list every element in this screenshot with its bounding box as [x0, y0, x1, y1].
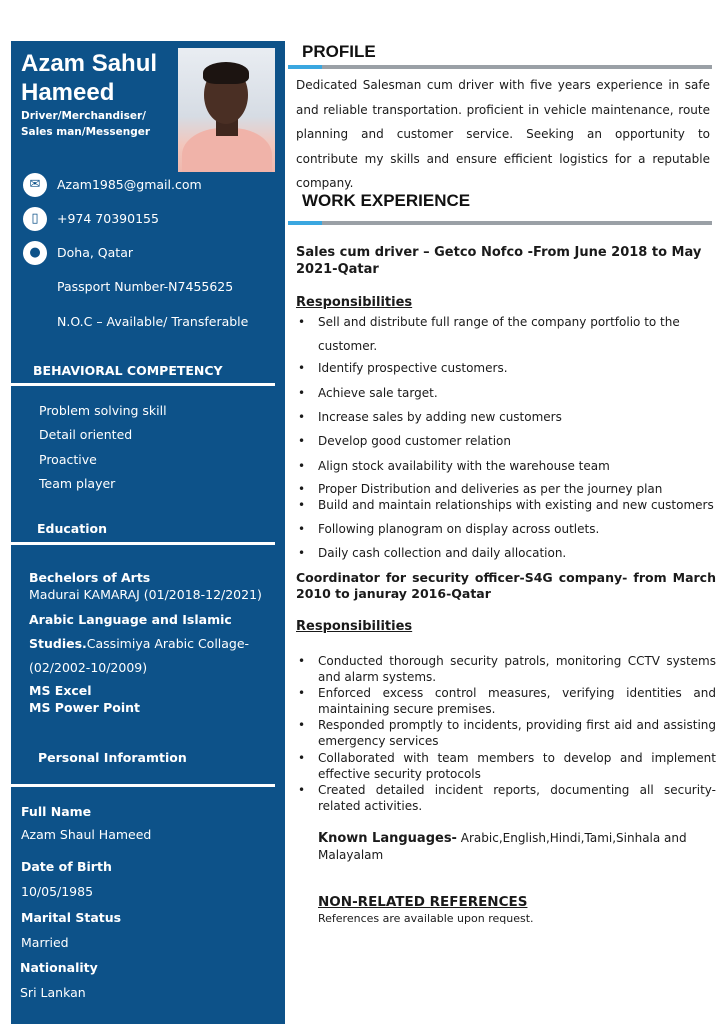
marital-label: Marital Status: [21, 910, 122, 925]
sidebar: [11, 41, 285, 1024]
education-heading: Education: [37, 521, 107, 536]
profile-text: Dedicated Salesman cum driver with five years experience in safe and reliable transportation. proficient in vehicle maintenance, route planning and customer service. Seeking an opportunity to contribute my skills and ensure efficient logistics for a reputable company.: [296, 78, 710, 190]
degree2-title-cont: Studies.: [29, 636, 87, 651]
degree2-dates: (02/2002-10/2009): [29, 660, 148, 675]
heading-rule: [288, 221, 712, 225]
phone-icon: ▯: [23, 207, 47, 231]
job1-bullet: • Develop good customer relation: [298, 429, 716, 453]
job1-responsibilities-label: Responsibilities: [296, 295, 413, 310]
competency-item: Problem solving skill: [39, 403, 167, 418]
contact-email[interactable]: [23, 173, 283, 199]
job2-bullet: • Enforced excess control measures, verifying identities and maintaining secure premises.: [298, 685, 716, 717]
references-text: References are available upon request.: [318, 912, 534, 925]
job1-bullet: • Following planogram on display across outlets.: [298, 517, 716, 541]
languages-value: Arabic,English,Hindi,Tami,Sinhala and Malayalam: [318, 831, 687, 862]
competency-item: Team player: [39, 476, 116, 491]
marital-value: Married: [21, 935, 69, 950]
dob-value: 10/05/1985: [21, 884, 94, 899]
full-name-label: Full Name: [21, 804, 92, 819]
noc-status: N.O.C – Available/ Transferable: [57, 314, 249, 329]
job2-bullet: • Conducted thorough security patrols, monitoring CCTV systems and alarm systems.: [298, 653, 716, 685]
known-languages: [318, 830, 712, 863]
section-divider: [11, 784, 275, 787]
job2-bullet: • Collaborated with team members to develop and implement effective security protocols: [298, 750, 716, 782]
job1-bullet: • Sell and distribute full range of the company portfolio to the customer.: [298, 310, 716, 358]
passport-number: Passport Number-N7455625: [57, 279, 234, 294]
job1-bullet: • Proper Distribution and deliveries as per the journey plan: [298, 481, 716, 497]
job2-responsibilities-label: Responsibilities: [296, 619, 413, 634]
references-heading: NON-RELATED REFERENCES: [318, 894, 528, 910]
job1-bullet: • Achieve sale target.: [298, 381, 716, 405]
competency-item: Proactive: [39, 452, 97, 467]
email-text: Azam1985@gmail.com: [57, 177, 202, 192]
location-text: Doha, Qatar: [57, 245, 134, 260]
personal-heading: Personal Inforamtion: [38, 750, 187, 765]
nationality-label: Nationality: [20, 960, 98, 975]
profile-photo: [178, 48, 275, 172]
degree1-title: Bechelors of Arts: [29, 570, 151, 585]
job1-bullet: • Daily cash collection and daily allocation.: [298, 541, 716, 565]
profile-heading: PROFILE: [302, 42, 376, 61]
job1-bullet: • Align stock availability with the warehouse team: [298, 454, 716, 478]
competency-item: Detail oriented: [39, 427, 133, 442]
skill-ms-excel: MS Excel: [29, 683, 92, 698]
contact-phone[interactable]: [23, 207, 283, 233]
job1-bullet: • Increase sales by adding new customers: [298, 405, 716, 429]
contact-location: [23, 241, 283, 267]
degree1-detail: Madurai KAMARAJ (01/2018-12/2021): [29, 587, 262, 602]
section-divider: [11, 542, 275, 545]
phone-text: +974 70390155: [57, 211, 159, 226]
degree2-college: Cassimiya Arabic Collage-: [86, 636, 250, 651]
heading-rule: [288, 65, 712, 69]
envelope-icon: ✉: [23, 173, 47, 197]
skill-ms-powerpoint: MS Power Point: [29, 700, 140, 715]
job2-bullet: • Responded promptly to incidents, providing first aid and assisting emergency services: [298, 717, 716, 749]
section-divider: [11, 383, 275, 386]
nationality-value: Sri Lankan: [20, 985, 86, 1000]
behavioral-heading: BEHAVIORAL COMPETENCY: [33, 363, 223, 378]
degree2-line: [29, 636, 249, 651]
candidate-job-title: Driver/Merchandiser/ Sales man/Messenger: [21, 110, 151, 138]
job1-bullet: • Build and maintain relationships with existing and new customers: [298, 497, 716, 513]
work-experience-heading: WORK EXPERIENCE: [302, 191, 471, 210]
candidate-name: Azam Sahul Hameed: [21, 50, 158, 106]
job1-title: Sales cum driver – Getco Nofco -From June 2018 to May 2021-Qatar: [296, 245, 702, 277]
dob-label: Date of Birth: [21, 859, 112, 874]
job2-bullet: • Created detailed incident reports, documenting all security-related activities.: [298, 782, 716, 814]
full-name-value: Azam Shaul Hameed: [21, 827, 152, 842]
job1-bullet: • Identify prospective customers.: [298, 356, 716, 380]
location-pin-icon: ●: [23, 241, 47, 265]
languages-label: Known Languages-: [318, 831, 457, 846]
job2-title: Coordinator for security officer-S4G company- from March 2010 to januray 2016-Qatar: [296, 570, 716, 601]
degree2-title: Arabic Language and Islamic: [29, 612, 232, 627]
